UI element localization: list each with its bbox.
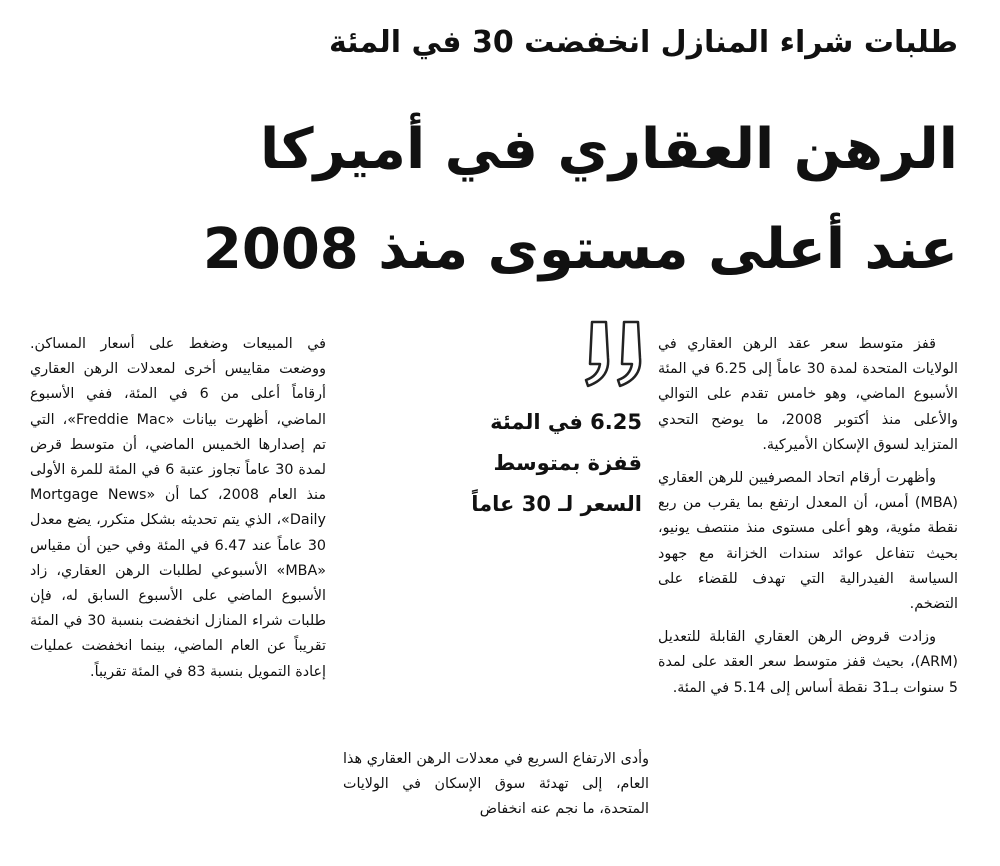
article-column-left xyxy=(30,332,326,856)
headline-line-1: الرهن العقاري في أميركا xyxy=(260,117,958,182)
paragraph-2: وأظهرت أرقام اتحاد المصرفيين للرهن العقاري (MBA) أمس، أن المعدل ارتفع بما يقرب من ربع نقطة مئوية، وهو أعلى مستوى منذ منتصف يونيو، بحيث تتفاعل عوائد سندات الخزانة مع جهود السياسة الفيدرالية التي تهدف للقضاء على التضخم. xyxy=(658,470,958,613)
paragraph-3: وزادت قروض الرهن العقاري القابلة للتعديل (ARM)، بحيث قفز متوسط سعر العقد على لمدة 5 سنوات بـ31 نقطة أساس إلى 5.14 في المئة. xyxy=(658,629,958,696)
paragraph-1: قفز متوسط سعر عقد الرهن العقاري في الولايات المتحدة لمدة 30 عاماً إلى 6.25 في المئة الأسبوع الماضي، وهو خامس تقدم على التوالي والأعلى منذ أكتوبر 2008، ما يوضح التحدي المتزايد لسوق الإسكان الأميركية. xyxy=(658,336,958,453)
headline-line-2: عند أعلى مستوى منذ 2008 xyxy=(202,217,958,282)
pull-quote-line-1: 6.25 في المئة xyxy=(490,410,642,434)
quote-mark-icon xyxy=(566,318,646,388)
paragraph-5: في المبيعات وضغط على أسعار المساكن. ووضعت مقاييس أخرى لمعدلات الرهن العقاري أرقاماً أعلى من 6 في المئة، ففي الأسبوع الماضي، أظهرت بيانات «Freddie Mac»، التي تم إصدارها الخميس الماضي، أن متوسط قرض لمدة 30 عاماً تجاوز عتبة 6 في المئة للمرة الأولى منذ العام 2008، كما أن «Mortgage News Daily»، الذي يتم تحديثه بشكل متكرر، يضع معدل 30 عاماً عند 6.47 في المئة وفي حين أن مقياس «MBA» الأسبوعي لطلبات الرهن العقاري، زاد الأسبوع الماضي على الأسبوع السابق له، فإن طلبات شراء المنازل انخفضت بنسبة 30 في المئة تقريباً عن العام الماضي، بينما انخفضت عمليات إعادة التمويل بنسبة 83 في المئة تقريباً. xyxy=(30,336,326,680)
kicker-subheadline: طلبات شراء المنازل انخفضت 30 في المئة xyxy=(328,25,958,60)
pull-quote-line-3: السعر لـ 30 عاماً xyxy=(471,492,642,516)
article-column-middle xyxy=(343,747,649,859)
headline xyxy=(198,100,958,300)
article-column-right xyxy=(658,332,958,856)
pull-quote-line-2: قفزة بمتوسط xyxy=(493,451,642,475)
paragraph-4: وأدى الارتفاع السريع في معدلات الرهن العقاري هذا العام، إلى تهدئة سوق الإسكان في الولايات المتحدة، ما نجم عنه انخفاض xyxy=(343,751,649,818)
pull-quote xyxy=(430,402,642,525)
